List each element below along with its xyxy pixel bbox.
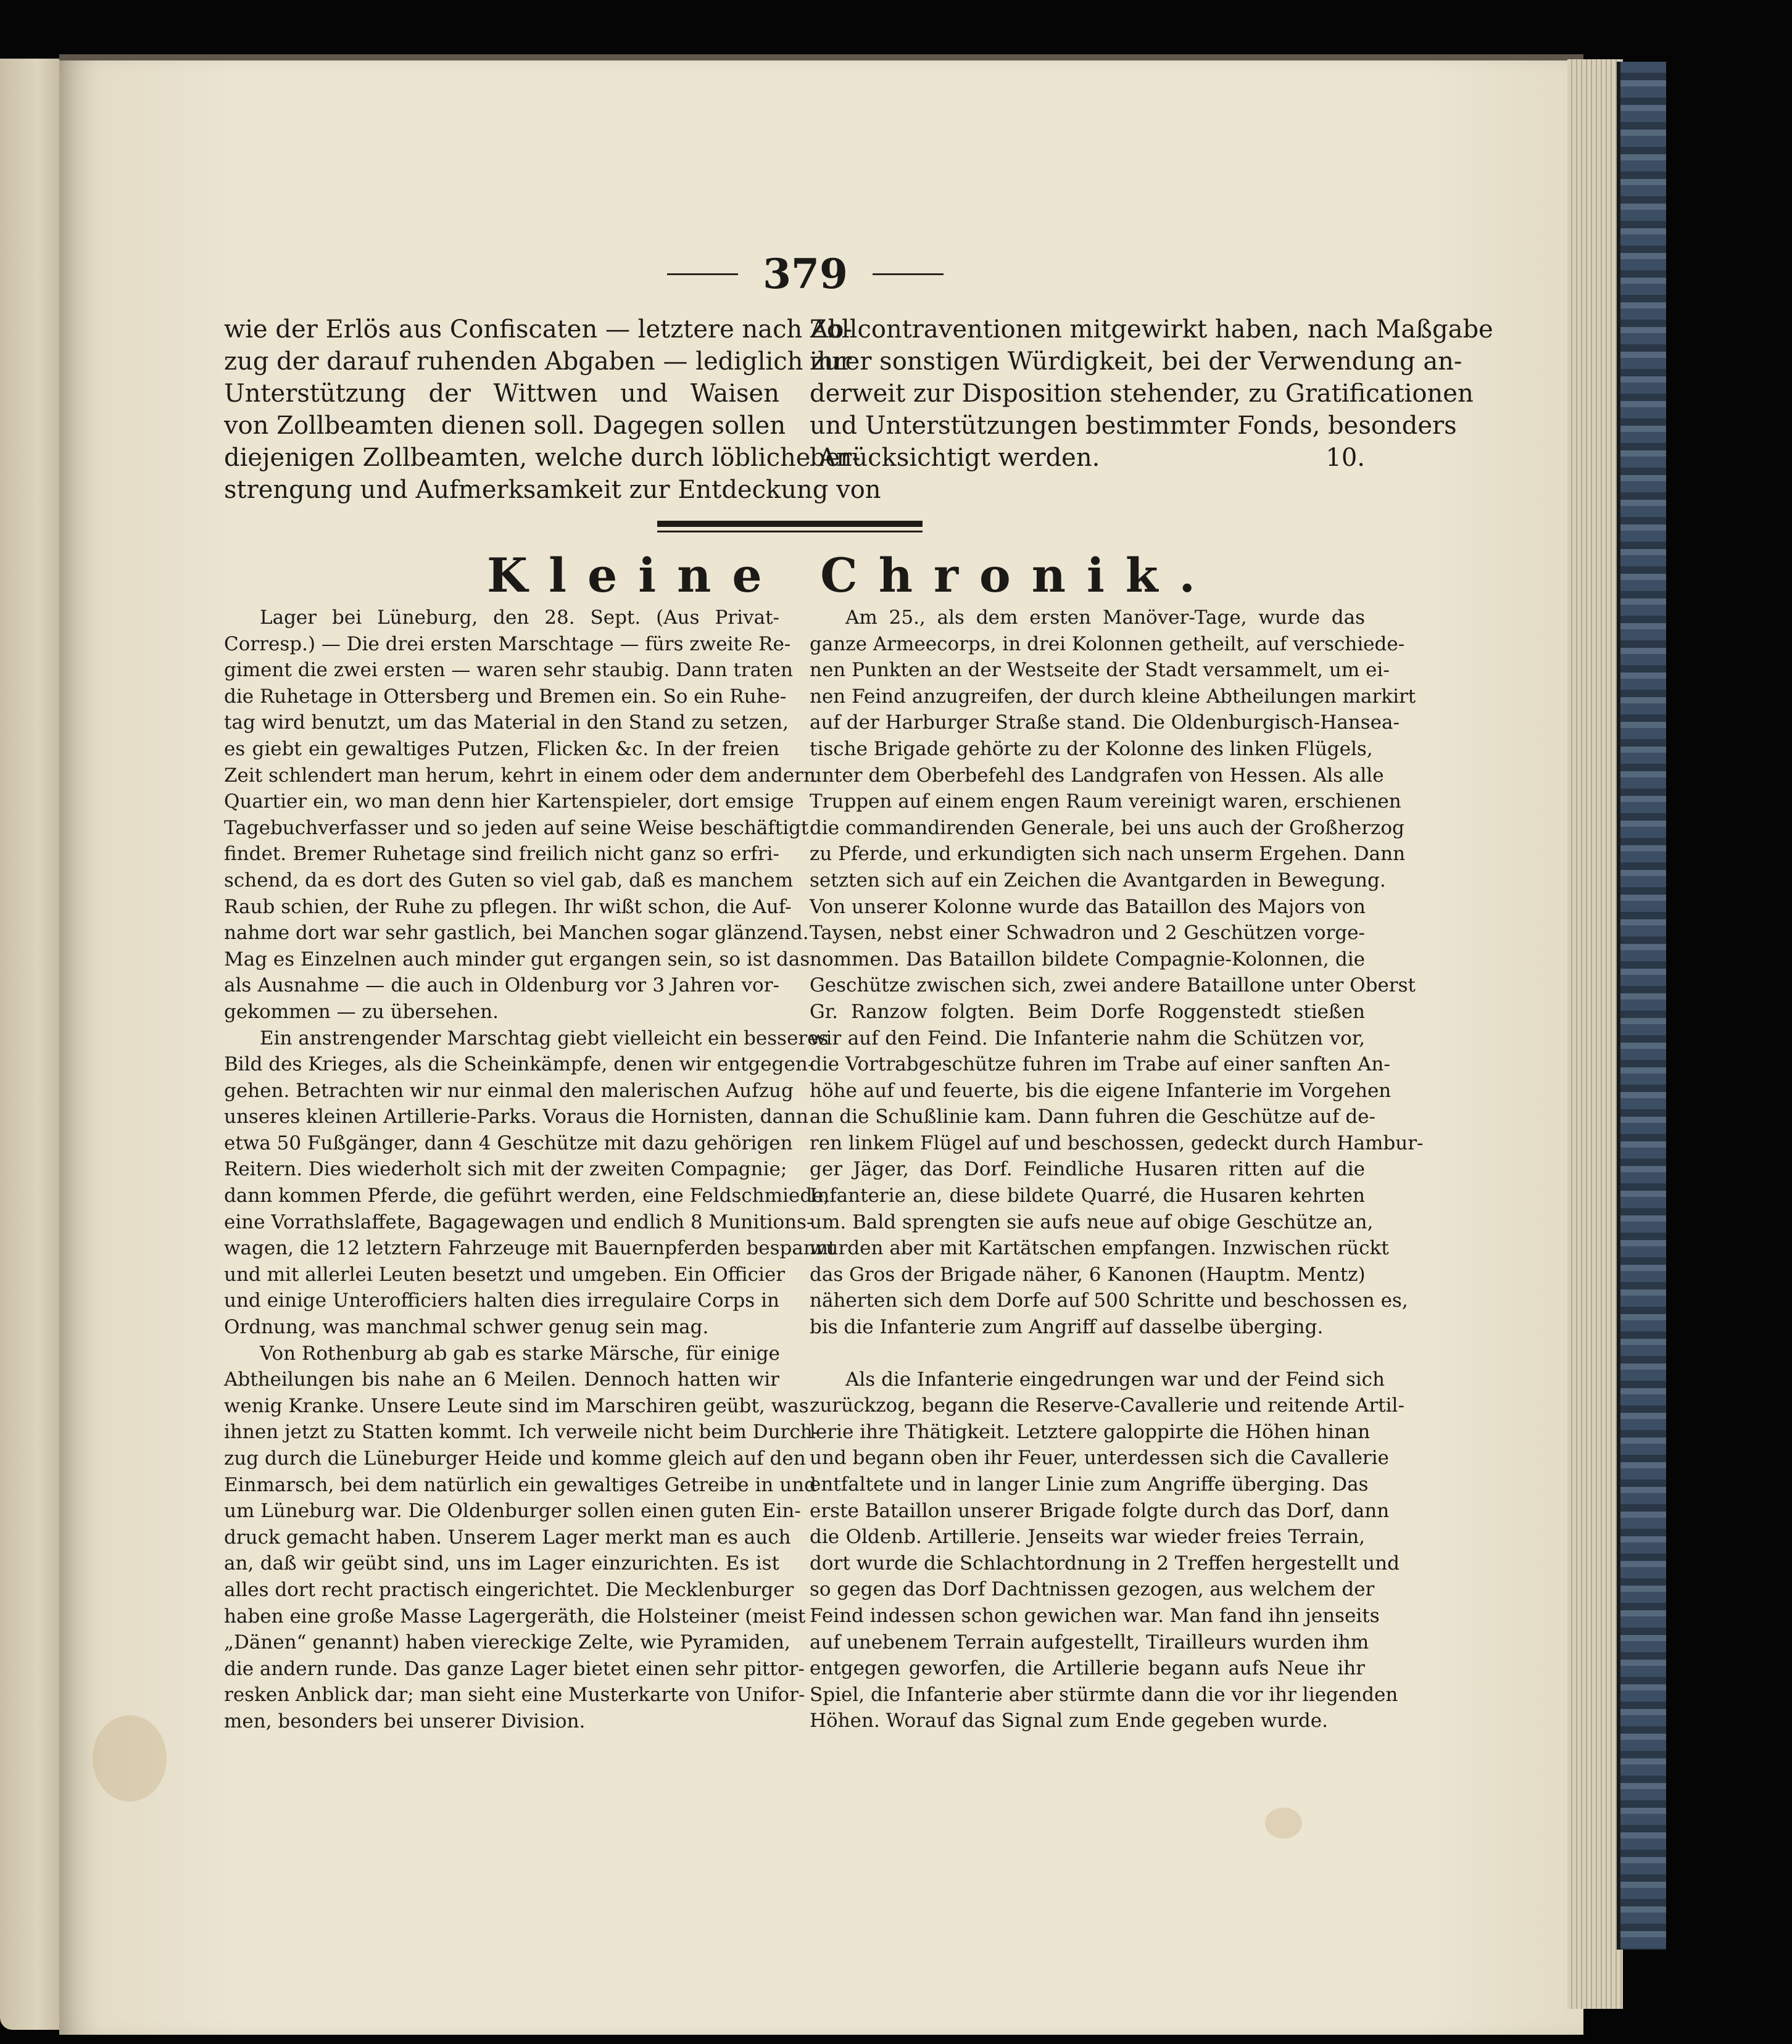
text-line: setzten sich auf ein Zeichen die Avantgarden in Bewegung.	[810, 869, 1386, 892]
text-line: erste Bataillon unserer Brigade folgte durch das Dorf, dann	[810, 1499, 1390, 1522]
author-signature: 10.	[1325, 444, 1365, 472]
text-line: wagen, die 12 letztern Fahrzeuge mit Bauernpferden bespannt	[224, 1237, 836, 1260]
text-line: Zeit schlendert man herum, kehrt in einem oder dem andern	[224, 764, 816, 787]
text-line: Unterstützung der Wittwen und Waisen	[224, 379, 779, 408]
text-line: die Oldenb. Artillerie. Jenseits war wieder freies Terrain,	[810, 1526, 1365, 1549]
text-line: findet. Bremer Ruhetage sind freilich nicht ganz so erfri-	[224, 843, 779, 866]
text-line: Zollcontraventionen mitgewirkt haben, nach Maßgabe	[810, 315, 1493, 344]
book-cover-marbled	[1617, 62, 1666, 1950]
text-line: ger Jäger, das Dorf. Feindliche Husaren ritten auf die	[810, 1158, 1365, 1181]
text-line: tag wird benutzt, um das Material in den Stand zu setzen,	[224, 711, 789, 734]
section-rule-thick	[657, 521, 923, 527]
text-line: nen Feind anzugreifen, der durch kleine Abtheilungen markirt	[810, 685, 1416, 708]
text-line: es giebt ein gewaltiges Putzen, Flicken &c. In der freien	[224, 737, 779, 760]
top-right-column	[810, 313, 1493, 474]
text-line: zu Pferde, und erkundigten sich nach unserm Ergehen. Dann	[810, 843, 1406, 866]
paragraph-gap	[810, 1341, 1365, 1367]
text-line: zug durch die Lüneburger Heide und komme gleich auf den	[224, 1447, 806, 1470]
text-line: um. Bald sprengten sie aufs neue auf obige Geschütze an,	[810, 1210, 1374, 1233]
right-column	[810, 605, 1424, 1734]
text-line: etwa 50 Fußgänger, dann 4 Geschütze mit dazu gehörigen	[224, 1132, 793, 1154]
text-line: haben eine große Masse Lagergeräth, die Holsteiner (meist	[224, 1605, 806, 1628]
text-line: die andern runde. Das ganze Lager bietet einen sehr pittor-	[224, 1657, 805, 1680]
left-page-edge	[0, 59, 68, 2030]
text-line: an, daß wir geübt sind, uns im Lager einzurichten. Es ist	[224, 1552, 779, 1575]
text-line: giment die zwei ersten — waren sehr staubig. Dann traten	[224, 659, 793, 682]
section-rule-thin	[657, 531, 923, 532]
text-line: alles dort recht practisch eingerichtet. Die Mecklenburger	[224, 1578, 794, 1601]
top-left-column	[224, 313, 881, 506]
text-line: und mit allerlei Leuten besetzt und umgeben. Ein Officier	[224, 1263, 786, 1286]
text-line: Tagebuchverfasser und so jeden auf seine Weise beschäftigt	[224, 816, 809, 839]
text-line: entgegen geworfen, die Artillerie begann aufs Neue ihr	[810, 1657, 1365, 1680]
text-line: um Lüneburg war. Die Oldenburger sollen einen guten Ein-	[224, 1500, 801, 1523]
text-line: auf der Harburger Straße stand. Die Oldenburgisch-Hansea-	[810, 711, 1400, 734]
text-line: nommen. Das Bataillon bildete Compagnie-Kolonnen, die	[810, 948, 1365, 970]
text-line: tische Brigade gehörte zu der Kolonne des linken Flügels,	[810, 737, 1373, 760]
text-line: strengung und Aufmerksamkeit zur Entdeckung von	[224, 476, 881, 504]
text-line: und Unterstützungen bestimmter Fonds, besonders	[810, 412, 1457, 440]
page-header	[636, 250, 975, 298]
text-line: als Ausnahme — die auch in Oldenburg vor 3 Jahren vor-	[224, 974, 779, 997]
text-line: Ein anstrengender Marschtag giebt vielleicht ein besseres	[260, 1027, 829, 1049]
text-line: Von Rothenburg ab gab es starke Märsche, für einige	[260, 1342, 780, 1365]
text-line: Gr. Ranzow folgten. Beim Dorfe Roggenstedt stießen	[810, 1000, 1365, 1023]
text-line: zug der darauf ruhenden Abgaben — lediglich zur	[224, 347, 852, 376]
text-line: näherten sich dem Dorfe auf 500 Schritte und beschossen es,	[810, 1289, 1408, 1312]
text-line: von Zollbeamten dienen soll. Dagegen sollen	[224, 412, 786, 440]
text-line: dort wurde die Schlachtordnung in 2 Treffen hergestellt und	[810, 1552, 1400, 1574]
text-line: an die Schußlinie kam. Dann fuhren die Geschütze auf de-	[810, 1106, 1375, 1128]
text-line: Ordnung, was manchmal schwer genug sein mag.	[224, 1316, 709, 1339]
page-number: 379	[763, 250, 848, 298]
header-rule-right	[873, 273, 944, 275]
text-line: Von unserer Kolonne wurde das Bataillon des Majors von	[810, 895, 1366, 918]
text-line: wurden aber mit Kartätschen empfangen. Inzwischen rückt	[810, 1237, 1389, 1260]
text-line: berücksichtigt werden. 10.	[810, 442, 1365, 474]
text-line: Geschütze zwischen sich, zwei andere Bataillone unter Oberst	[810, 974, 1416, 997]
text-line: die Vortrabgeschütze fuhren im Trabe auf einer sanften An-	[810, 1053, 1390, 1076]
text-line: Raub schien, der Ruhe zu pflegen. Ihr wißt schon, die Auf-	[224, 895, 792, 918]
foxing-stain	[1265, 1808, 1302, 1839]
text-line: wie der Erlös aus Confiscaten — letztere nach Ab-	[224, 315, 853, 344]
text-line: ihrer sonstigen Würdigkeit, bei der Verwendung an-	[810, 347, 1462, 376]
text-line: Mag es Einzelnen auch minder gut ergangen sein, so ist das	[224, 948, 810, 970]
text-line: schend, da es dort des Guten so viel gab, daß es manchem	[224, 869, 794, 892]
text-line: derweit zur Disposition stehender, zu Gratificationen	[810, 379, 1474, 408]
text-line: entfaltete und in langer Linie zum Angriffe überging. Das	[810, 1473, 1369, 1496]
text-line: Am 25., als dem ersten Manöver-Tage, wurde das	[845, 606, 1365, 629]
header-rule-left	[667, 273, 738, 275]
text-line: Corresp.) — Die drei ersten Marschtage — fürs zweite Re-	[224, 632, 791, 655]
text-line: ihnen jetzt zu Statten kommt. Ich verweile nicht beim Durch-	[224, 1421, 819, 1444]
text-line: ganze Armeecorps, in drei Kolonnen getheilt, auf verschiede-	[810, 632, 1405, 655]
text-line: Als die Infanterie eingedrungen war und der Feind sich	[845, 1368, 1385, 1391]
text-line: wenig Kranke. Unsere Leute sind im Marschiren geübt, was	[224, 1394, 809, 1417]
text-line: dann kommen Pferde, die geführt werden, eine Feldschmiede,	[224, 1185, 830, 1207]
text-line: bis die Infanterie zum Angriff auf dasselbe überging.	[810, 1316, 1324, 1339]
text-line: Reitern. Dies wiederholt sich mit der zweiten Compagnie;	[224, 1158, 787, 1181]
text-line: und begann oben ihr Feuer, unterdessen sich die Cavallerie	[810, 1447, 1389, 1470]
left-column	[224, 605, 836, 1735]
text-line: Taysen, nebst einer Schwadron und 2 Geschützen vorge-	[810, 922, 1365, 945]
text-line: unseres kleinen Artillerie-Parks. Voraus die Hornisten, dann	[224, 1106, 808, 1128]
text-line: lerie ihre Thätigkeit. Letztere galoppirte die Höhen hinan	[810, 1420, 1371, 1443]
text-line: „Dänen“ genannt) haben viereckige Zelte, wie Pyramiden,	[224, 1631, 790, 1654]
page-stack-edges	[1567, 59, 1623, 2009]
text-line: Lager bei Lüneburg, den 28. Sept. (Aus Privat-	[260, 606, 779, 629]
text-line: ren linkem Flügel auf und beschossen, gedeckt durch Hambur-	[810, 1132, 1424, 1154]
text-line: Quartier ein, wo man denn hier Kartenspieler, dort emsige	[224, 790, 794, 813]
text-line: gehen. Betrachten wir nur einmal den malerischen Aufzug	[224, 1079, 794, 1102]
text-line: unter dem Oberbefehl des Landgrafen von Hessen. Als alle	[810, 764, 1384, 787]
text-line: druck gemacht haben. Unserem Lager merkt man es auch	[224, 1526, 791, 1549]
text-line: men, besonders bei unserer Division.	[224, 1710, 586, 1732]
section-title: Kleine Chronik.	[487, 548, 1216, 603]
text-line: eine Vorrathslaffete, Bagagewagen und endlich 8 Munitions-	[224, 1210, 813, 1233]
text-line: zurückzog, begann die Reserve-Cavallerie und reitende Artil-	[810, 1394, 1404, 1417]
text-line: die commandirenden Generale, bei uns auch der Großherzog	[810, 816, 1404, 839]
text-line: nen Punkten an der Westseite der Stadt versammelt, um ei-	[810, 659, 1390, 682]
foxing-stain	[93, 1715, 167, 1802]
text-line: höhe auf und feuerte, bis die eigene Infanterie im Vorgehen	[810, 1079, 1392, 1102]
text-line: und einige Unterofficiers halten dies irregulaire Corps in	[224, 1289, 779, 1312]
text-line: Spiel, die Infanterie aber stürmte dann die vor ihr liegenden	[810, 1683, 1398, 1706]
text-line: das Gros der Brigade näher, 6 Kanonen (Hauptm. Mentz)	[810, 1263, 1366, 1286]
text-line: gekommen — zu übersehen.	[224, 1000, 499, 1023]
text-line: Bild des Krieges, als die Scheinkämpfe, denen wir entgegen-	[224, 1053, 815, 1076]
text-line: so gegen das Dorf Dachtnissen gezogen, aus welchem der	[810, 1578, 1375, 1601]
text-line: diejenigen Zollbeamten, welche durch löbliche An-	[224, 444, 861, 472]
text-line: Infanterie an, diese bildete Quarré, die Husaren kehrten	[810, 1185, 1365, 1207]
text-line: nahme dort war sehr gastlich, bei Manchen sogar glänzend.	[224, 922, 809, 945]
text-line: auf unebenem Terrain aufgestellt, Tirailleurs wurden ihm	[810, 1631, 1369, 1653]
text-line: Höhen. Worauf das Signal zum Ende gegeben wurde.	[810, 1710, 1328, 1732]
text-line: Abtheilungen bis nahe an 6 Meilen. Dennoch hatten wir	[224, 1368, 779, 1391]
text-line: die Ruhetage in Ottersberg und Bremen ein. So ein Ruhe-	[224, 685, 787, 708]
text-line: resken Anblick dar; man sieht eine Musterkarte von Unifor-	[224, 1684, 805, 1707]
text-line: Einmarsch, bei dem natürlich ein gewaltiges Getreibe in und	[224, 1473, 816, 1496]
text-line: wir auf den Feind. Die Infanterie nahm die Schützen vor,	[810, 1027, 1365, 1049]
text-line: Truppen auf einem engen Raum vereinigt waren, erschienen	[810, 790, 1401, 813]
text-line: Feind indessen schon gewichen war. Man fand ihn jenseits	[810, 1604, 1380, 1627]
